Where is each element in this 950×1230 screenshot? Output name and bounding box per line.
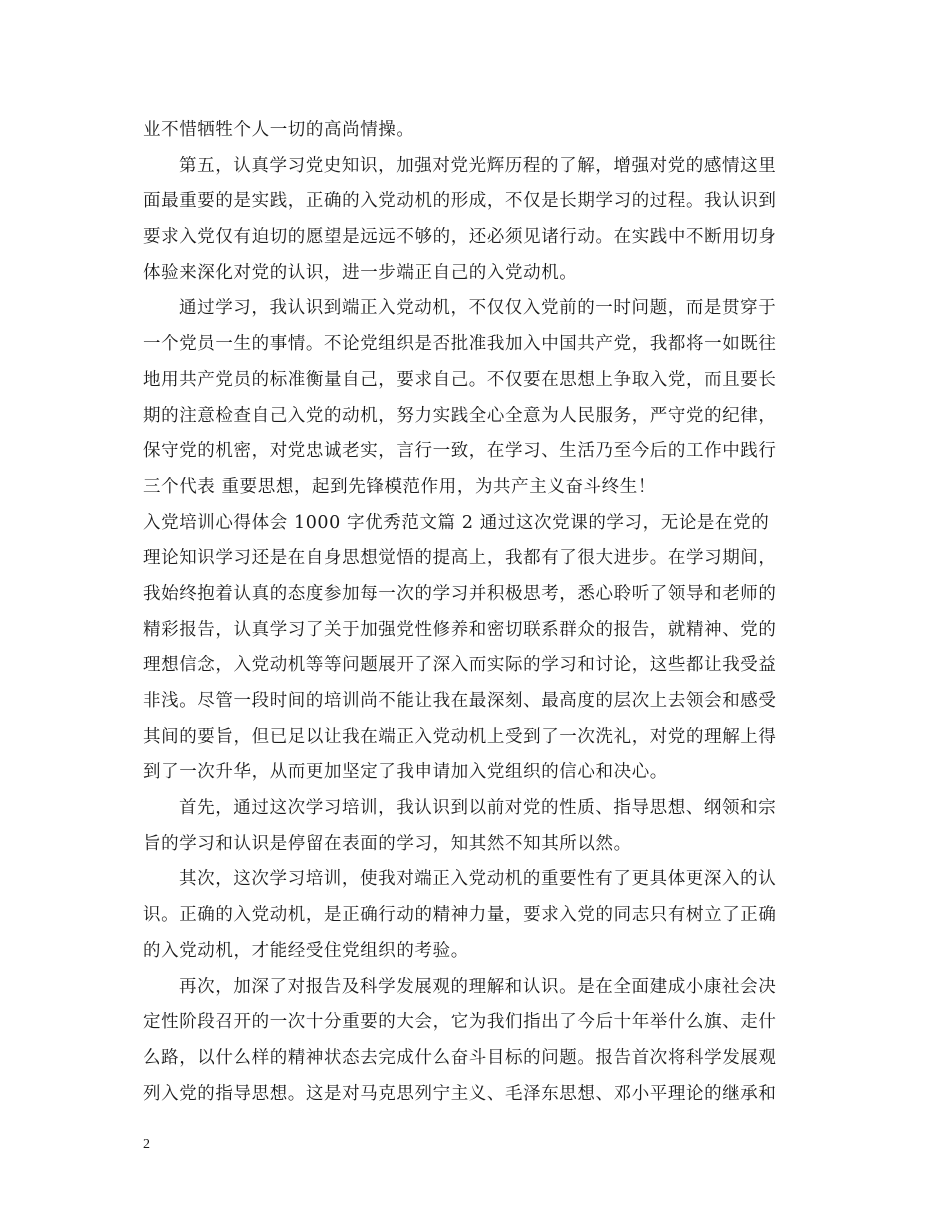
text-line [143,184,815,220]
text-line-content: 定性阶段召开的一次十分重要的大会，它为我们指出了今后十年举什么旗、走什 [143,1012,777,1033]
text-line [143,1005,815,1041]
text-line [143,648,815,684]
text-line [143,434,815,470]
text-line-content: 到了一次升华，从而更加坚定了我申请加入党组织的信心和决心。 [143,762,668,783]
text-line [143,363,815,399]
text-line-content: 识。正确的入党动机，是正确行动的精神力量，要求入党的同志只有树立了正确 [143,905,777,926]
text-line-content: 通过学习，我认识到端正入党动机，不仅仅入党前的一时问题，而是贯穿于 [179,298,777,319]
text-line [143,399,815,435]
text-line-content: 其间的要旨，但已足以让我在端正入党动机上受到了一次洗礼，对党的理解上得 [143,726,777,747]
text-line-content: 保守党的机密，对党忠诚老实，言行一致，在学习、生活乃至今后的工作中践行 [143,441,777,462]
text-line [143,934,815,970]
text-line [143,541,815,577]
text-line [143,470,815,506]
text-line [143,791,815,827]
text-line-content: 再次，加深了对报告及科学发展观的理解和认识。是在全面建成小康社会决 [179,976,777,997]
text-line-content: 理论知识学习还是在自身思想觉悟的提高上，我都有了很大进步。在学习期间， [143,548,777,569]
text-line-content: 三个代表 重要思想，起到先锋模范作用，为共产主义奋斗终生！ [143,476,656,497]
text-line [143,613,815,649]
text-line [143,970,815,1006]
text-line [143,1077,815,1113]
text-line [143,827,815,863]
text-line-content: 旨的学习和认识是停留在表面的学习，知其然不知其所以然。 [143,833,632,854]
text-line [143,220,815,256]
text-line-content: 精彩报告，认真学习了关于加强党性修养和密切联系群众的报告，就精神、党的 [143,619,777,640]
text-line [143,113,815,149]
text-line-content: 的入党动机，才能经受住党组织的考验。 [143,940,469,961]
text-line [143,898,815,934]
text-line-content: 期的注意检查自己入党的动机，努力实践全心全意为人民服务，严守党的纪律， [143,405,777,426]
text-line-content: 我始终抱着认真的态度参加每一次的学习并积极思考，悉心聆听了领导和老师的 [143,583,777,604]
text-line-content: 首先，通过这次学习培训，我认识到以前对党的性质、指导思想、纲领和宗 [179,798,777,819]
text-line [143,1041,815,1077]
text-line-content: 地用共产党员的标准衡量自己，要求自己。不仅要在思想上争取入党，而且要长 [143,369,777,390]
text-line-content: 要求入党仅有迫切的愿望是远远不够的，还必须见诸行动。在实践中不断用切身 [143,227,777,248]
text-line [143,862,815,898]
text-line [143,577,815,613]
text-line-content: 业不惜牺牲个人一切的高尚情操。 [143,120,415,140]
page-number: 2 [143,1137,150,1152]
text-line-content: 第五，认真学习党史知识，加强对党光辉历程的了解，增强对党的感情这里 [179,155,777,176]
text-line-content: 入党培训心得体会 1000 字优秀范文篇 2 通过这次党课的学习，无论是在党的 [143,512,770,533]
text-line-content: 非浅。尽管一段时间的培训尚不能让我在最深刻、最高度的层次上去领会和感受 [143,691,777,711]
text-line-content: 面最重要的是实践，正确的入党动机的形成，不仅是长期学习的过程。我认识到 [143,191,777,212]
text-line [143,684,815,720]
text-line [143,506,815,542]
text-line [143,755,815,791]
text-line-content: 么路，以什么样的精神状态去完成什么奋斗目标的问题。报告首次将科学发展观 [143,1047,777,1068]
text-line-content: 一个党员一生的事情。不论党组织是否批准我加入中国共产党，我都将一如既往 [143,334,777,355]
text-line [143,149,815,185]
text-line [143,291,815,327]
text-line [143,327,815,363]
text-line-content: 理想信念，入党动机等等问题展开了深入而实际的学习和讨论，这些都让我受益 [143,655,777,676]
text-line-content: 列入党的指导思想。这是对马克思列宁主义、毛泽东思想、邓小平理论的继承和 [143,1083,777,1104]
body-text [143,113,815,1112]
text-line-content: 体验来深化对党的认识，进一步端正自己的入党动机。 [143,262,578,283]
text-line [143,720,815,756]
text-line-content: 其次，这次学习培训，使我对端正入党动机的重要性有了更具体更深入的认 [179,869,777,890]
text-line [143,256,815,292]
